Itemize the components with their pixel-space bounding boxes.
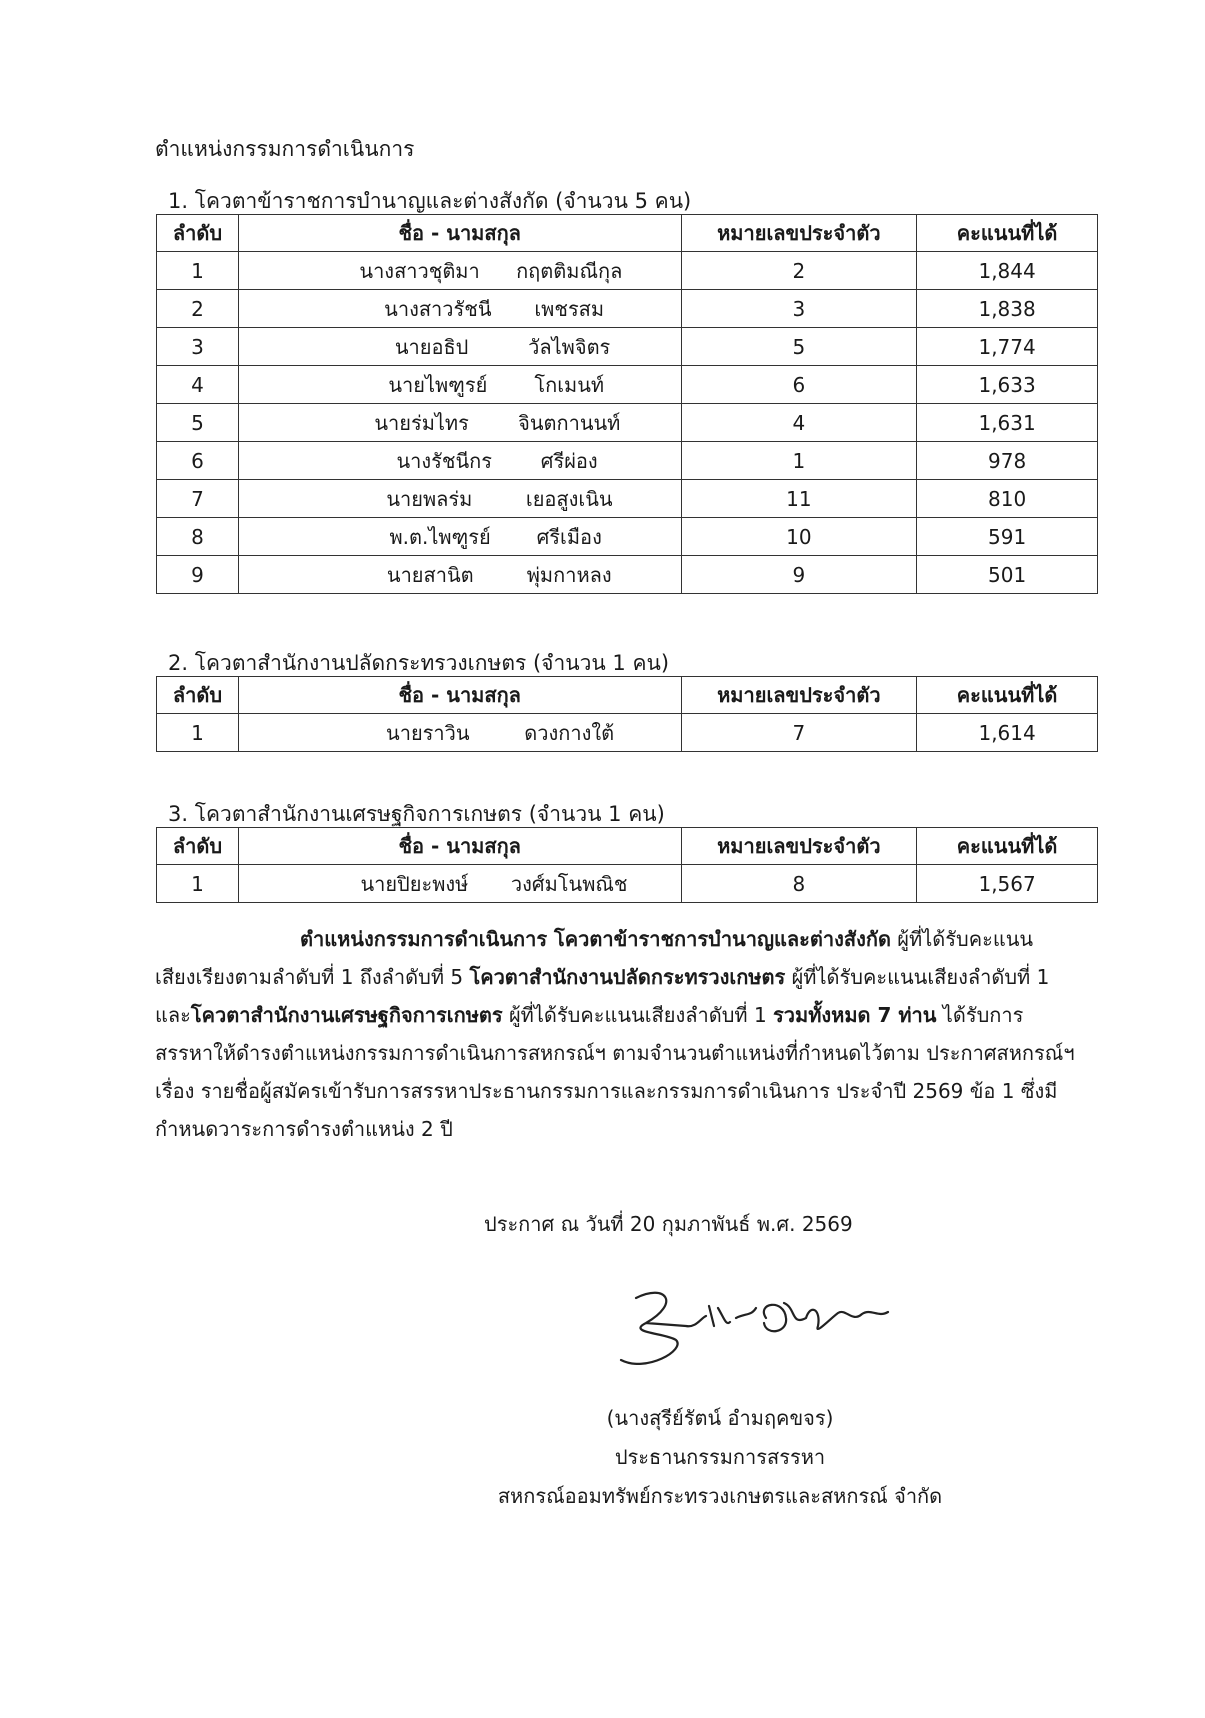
header-order: ลำดับ xyxy=(157,828,239,865)
cell-order: 6 xyxy=(157,442,239,480)
paragraph-line-4: สรรหาให้ดำรงตำแหน่งกรรมการดำเนินการสหกรณ์ฯ ตามจำนวนตำแหน่งที่กำหนดไว้ตาม ประกาศสหกรณ์ฯ xyxy=(155,1041,1075,1065)
last-name: เพชรสม xyxy=(534,296,605,321)
header-score: คะแนนที่ได้ xyxy=(917,215,1098,252)
first-name: นายราวิน xyxy=(386,720,470,745)
summary-paragraph xyxy=(155,920,1099,1148)
table-header-row xyxy=(157,215,1098,252)
last-name: จินตกานนท์ xyxy=(518,410,621,435)
cell-id: 3 xyxy=(681,290,917,328)
cell-id: 7 xyxy=(681,714,917,752)
cell-id: 8 xyxy=(681,865,917,903)
table-row xyxy=(157,252,1098,290)
cell-order: 4 xyxy=(157,366,239,404)
text-phrase: ผู้ที่ได้รับคะแนนเสียงลำดับที่ 1 xyxy=(502,1003,774,1027)
table-row xyxy=(157,556,1098,594)
header-id: หมายเลขประจำตัว xyxy=(681,828,917,865)
first-name: พ.ต.ไพฑูรย์ xyxy=(389,524,491,549)
first-name: นางสาวชุติมา xyxy=(359,258,480,283)
cell-order: 9 xyxy=(157,556,239,594)
cell-id: 6 xyxy=(681,366,917,404)
last-name: วงศ์มโนพณิช xyxy=(510,871,628,896)
first-name: นายร่มไทร xyxy=(374,410,469,435)
header-id: หมายเลขประจำตัว xyxy=(681,677,917,714)
text-phrase: เสียงเรียงตามลำดับที่ 1 ถึงลำดับที่ 5 xyxy=(155,965,470,989)
cell-name xyxy=(238,252,681,290)
cell-score: 1,633 xyxy=(917,366,1098,404)
text-phrase: และ xyxy=(155,1003,191,1027)
table-row xyxy=(157,442,1098,480)
cell-order: 5 xyxy=(157,404,239,442)
cell-score: 1,614 xyxy=(917,714,1098,752)
last-name: กฤตติมณีกุล xyxy=(516,258,623,283)
cell-name xyxy=(238,480,681,518)
paragraph-line-5: เรื่อง รายชื่อผู้สมัครเข้ารับการสรรหาประธานกรรมการและกรรมการดำเนินการ ประจำปี 2569 ข้อ 1 ซึ่งมี xyxy=(155,1079,1058,1103)
section-1-table xyxy=(156,214,1098,594)
table-row xyxy=(157,480,1098,518)
cell-name xyxy=(238,714,681,752)
text-phrase: ได้รับการ xyxy=(936,1003,1024,1027)
paragraph-line-3 xyxy=(155,996,1099,1034)
cell-score: 1,844 xyxy=(917,252,1098,290)
header-order: ลำดับ xyxy=(157,677,239,714)
cell-order: 1 xyxy=(157,252,239,290)
cell-score: 1,774 xyxy=(917,328,1098,366)
cell-order: 3 xyxy=(157,328,239,366)
table-row xyxy=(157,366,1098,404)
section-3-table xyxy=(156,827,1098,903)
first-name: นายสานิต xyxy=(386,562,474,587)
table-row xyxy=(157,865,1098,903)
header-id: หมายเลขประจำตัว xyxy=(681,215,917,252)
section-2-table xyxy=(156,676,1098,752)
text-phrase: ผู้ที่ได้รับคะแนนเสียงลำดับที่ 1 xyxy=(785,965,1050,989)
last-name: วัลไพจิตร xyxy=(528,334,611,359)
table-header-row xyxy=(157,828,1098,865)
cell-order: 7 xyxy=(157,480,239,518)
paragraph-line-6: กำหนดวาระการดำรงตำแหน่ง 2 ปี xyxy=(155,1117,453,1141)
cell-id: 4 xyxy=(681,404,917,442)
last-name: เยอสูงเนิน xyxy=(525,486,613,511)
cell-name xyxy=(238,404,681,442)
cell-score: 1,838 xyxy=(917,290,1098,328)
cell-order: 2 xyxy=(157,290,239,328)
cell-id: 2 xyxy=(681,252,917,290)
first-name: นายอธิป xyxy=(394,334,469,359)
page-heading: ตำแหน่งกรรมการดำเนินการ xyxy=(155,137,415,161)
signer-position: ประธานกรรมการสรรหา xyxy=(614,1445,826,1469)
table-row xyxy=(157,328,1098,366)
cell-id: 1 xyxy=(681,442,917,480)
cell-id: 9 xyxy=(681,556,917,594)
signature-mark xyxy=(606,1278,896,1388)
table-header-row xyxy=(157,677,1098,714)
cell-id: 10 xyxy=(681,518,917,556)
cell-name xyxy=(238,328,681,366)
last-name: พุ่มกาหลง xyxy=(526,562,612,587)
last-name: โกเมนท์ xyxy=(534,372,605,397)
header-name: ชื่อ - นามสกุล xyxy=(238,828,681,865)
cell-score: 501 xyxy=(917,556,1098,594)
cell-id: 5 xyxy=(681,328,917,366)
first-name: นางสาวรัชนี xyxy=(384,296,492,321)
header-order: ลำดับ xyxy=(157,215,239,252)
last-name: ศรีผ่อง xyxy=(540,448,598,473)
bold-phrase: โควตาสำนักงานปลัดกระทรวงเกษตร xyxy=(469,965,786,989)
cell-score: 1,567 xyxy=(917,865,1098,903)
cell-order: 1 xyxy=(157,865,239,903)
cell-id: 11 xyxy=(681,480,917,518)
table-row xyxy=(157,404,1098,442)
paragraph-line-1 xyxy=(155,920,1099,958)
cell-name xyxy=(238,442,681,480)
first-name: นายปิยะพงษ์ xyxy=(360,871,469,896)
section-2-title: 2. โควตาสำนักงานปลัดกระทรวงเกษตร (จำนวน 1 คน) xyxy=(168,651,670,675)
cell-score: 591 xyxy=(917,518,1098,556)
cell-order: 1 xyxy=(157,714,239,752)
cell-score: 810 xyxy=(917,480,1098,518)
cell-name xyxy=(238,518,681,556)
header-name: ชื่อ - นามสกุล xyxy=(238,677,681,714)
first-name: นายไพฑูรย์ xyxy=(388,372,488,397)
table-row xyxy=(157,518,1098,556)
section-1-title: 1. โควตาข้าราชการบำนาญและต่างสังกัด (จำนวน 5 คน) xyxy=(168,189,692,213)
paragraph-line-2 xyxy=(155,958,1099,996)
signer-organization: สหกรณ์ออมทรัพย์กระทรวงเกษตรและสหกรณ์ จำกัด xyxy=(497,1484,943,1508)
cell-score: 1,631 xyxy=(917,404,1098,442)
section-3-title: 3. โควตาสำนักงานเศรษฐกิจการเกษตร (จำนวน 1 คน) xyxy=(168,802,665,826)
bold-phrase: โควตาสำนักงานเศรษฐกิจการเกษตร xyxy=(190,1003,503,1027)
cell-name xyxy=(238,290,681,328)
cell-name xyxy=(238,865,681,903)
last-name: ศรีเมือง xyxy=(536,524,602,549)
last-name: ดวงกางใต้ xyxy=(524,720,615,745)
bold-phrase: ตำแหน่งกรรมการดำเนินการ โควตาข้าราชการบำนาญและต่างสังกัด xyxy=(300,927,891,951)
table-row xyxy=(157,714,1098,752)
cell-score: 978 xyxy=(917,442,1098,480)
cell-order: 8 xyxy=(157,518,239,556)
first-name: นางรัชนีกร xyxy=(396,448,492,473)
header-score: คะแนนที่ได้ xyxy=(917,677,1098,714)
first-name: นายพลร่ม xyxy=(386,486,473,511)
bold-phrase: รวมทั้งหมด 7 ท่าน xyxy=(773,1003,937,1027)
announcement-date: ประกาศ ณ วันที่ 20 กุมภาพันธ์ พ.ศ. 2569 xyxy=(484,1212,853,1236)
signer-name: (นางสุรีย์รัตน์ อำมฤคขจร) xyxy=(606,1406,834,1430)
cell-name xyxy=(238,556,681,594)
header-score: คะแนนที่ได้ xyxy=(917,828,1098,865)
cell-name xyxy=(238,366,681,404)
text-phrase: ผู้ที่ได้รับคะแนน xyxy=(890,927,1034,951)
table-row xyxy=(157,290,1098,328)
header-name: ชื่อ - นามสกุล xyxy=(238,215,681,252)
